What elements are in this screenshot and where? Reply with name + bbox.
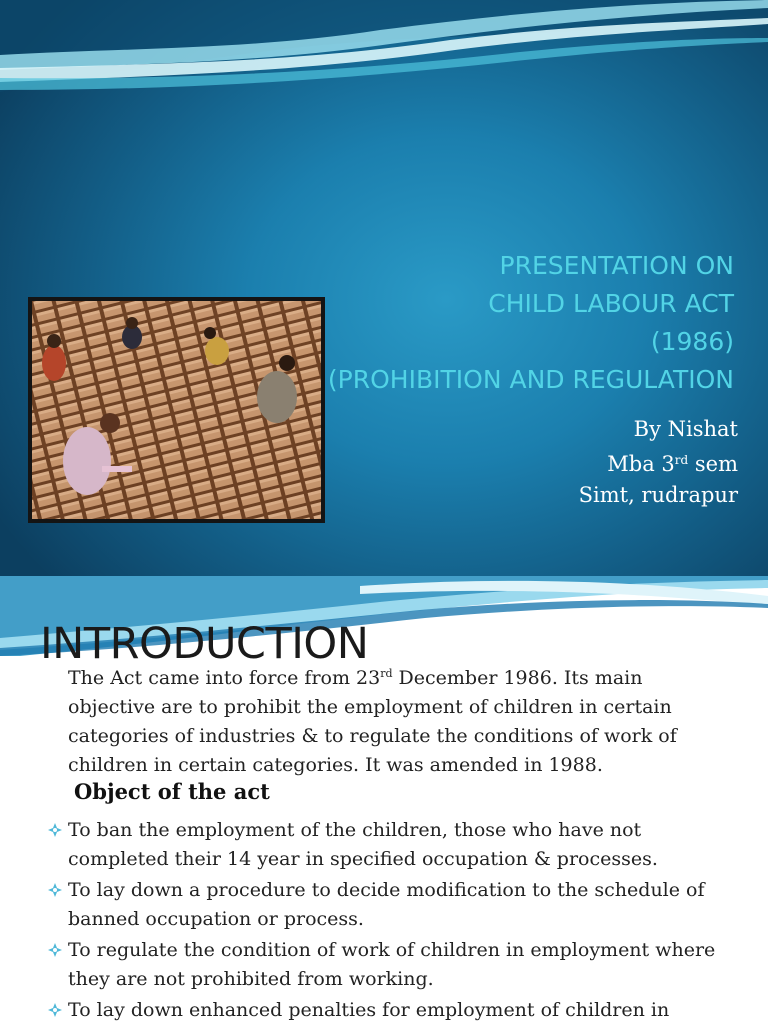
list-item-text: To lay down enhanced penalties for employment of children in (68, 999, 670, 1021)
course-line (579, 445, 738, 480)
list-item (48, 936, 738, 994)
diamond-bullet-icon (48, 943, 62, 957)
photo-image (32, 301, 321, 519)
decorative-waves (0, 0, 768, 110)
list-item (48, 996, 738, 1024)
title-line: (1986) (650, 327, 734, 356)
slide-subtitle (579, 414, 738, 511)
institute-line: Simt, rudrapur (578, 483, 738, 507)
author-line: By Nishat (633, 417, 738, 441)
diamond-bullet-icon (48, 1003, 62, 1017)
list-item-text: To regulate the condition of work of children in employment where they are not prohibited from working. (68, 939, 716, 990)
course-superscript: rd (674, 453, 689, 467)
list-item (48, 876, 738, 934)
title-line: PRESENTATION ON (499, 251, 734, 280)
intro-text: The Act came into force from 23 (68, 667, 381, 689)
title-line: CHILD LABOUR ACT (488, 289, 734, 318)
list-item-text: To ban the employment of the children, those who have not completed their 14 year in specified occupation & processes. (68, 819, 658, 870)
introduction-slide (0, 576, 768, 1024)
intro-text-continued: December 1986. Its main objective are to prohibit the employment of children in certain categories of industries & to regulate the conditions of work of children in certain categories. It was amended in 1988. (68, 667, 677, 776)
list-item-text: To lay down a procedure to decide modification to the schedule of banned occupation or process. (68, 879, 705, 930)
intro-superscript: rd (380, 667, 393, 680)
intro-paragraph (68, 659, 728, 780)
course-text-suffix: sem (688, 452, 738, 476)
slide-heading: INTRODUCTION (40, 619, 369, 669)
object-heading: Object of the act (74, 779, 270, 804)
brick-field-photo (28, 297, 325, 523)
title-line: (PROHIBITION AND REGULATION (327, 365, 734, 394)
diamond-bullet-icon (48, 883, 62, 897)
diamond-bullet-icon (48, 823, 62, 837)
objectives-list (48, 816, 738, 1024)
list-item (48, 816, 738, 874)
course-text: Mba 3 (607, 452, 675, 476)
